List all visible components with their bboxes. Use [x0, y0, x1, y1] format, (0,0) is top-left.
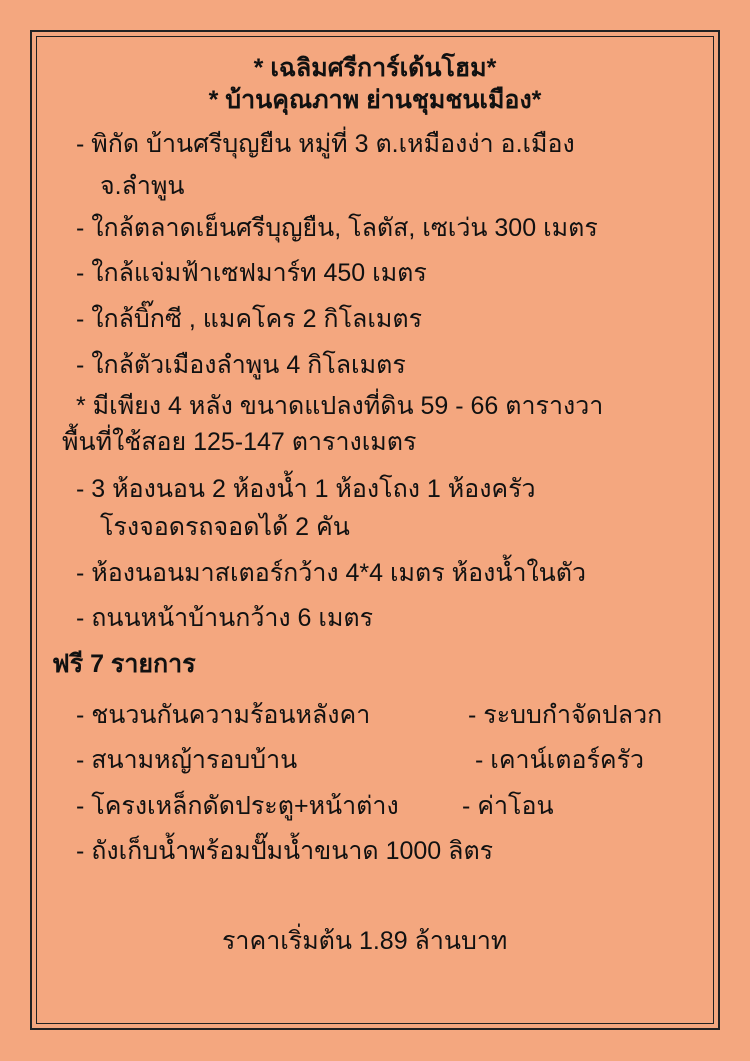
free-heading: ฟรี 7 รายการ — [52, 650, 196, 678]
free-item: - ค่าโอน — [462, 792, 554, 820]
free-item: - ชนวนกันความร้อนหลังคา — [76, 701, 371, 729]
near-bigc: - ใกล้บิ๊กซี , แมคโคร 2 กิโลเมตร — [76, 305, 423, 333]
free-item: - โครงเหล็กดัดประตู+หน้าต่าง — [76, 792, 399, 820]
price-text: ราคาเริ่มต้น 1.89 ล้านบาท — [222, 927, 508, 955]
free-item: - สนามหญ้ารอบบ้าน — [76, 746, 298, 774]
title-line-1: * เฉลิมศรีการ์เด้นโฮม* — [253, 54, 497, 82]
free-item: - ระบบกำจัดปลวก — [468, 701, 663, 729]
free-item: - เคาน์เตอร์ครัว — [475, 746, 645, 774]
road-width: - ถนนหน้าบ้านกว้าง 6 เมตร — [76, 604, 374, 632]
near-city: - ใกล้ตัวเมืองลำพูน 4 กิโลเมตร — [76, 351, 406, 379]
rooms-line-1: - 3 ห้องนอน 2 ห้องน้ำ 1 ห้องโถง 1 ห้องครัว — [76, 475, 536, 503]
location-line-1: - พิกัด บ้านศรีบุญยืน หมู่ที่ 3 ต.เหมืองง่า อ.เมือง — [76, 130, 575, 158]
free-item: - ถังเก็บน้ำพร้อมปั๊มน้ำขนาด 1000 ลิตร — [76, 837, 494, 865]
location-line-2: จ.ลำพูน — [100, 172, 185, 200]
rooms-line-2: โรงจอดรถจอดได้ 2 คัน — [100, 513, 350, 541]
master-bedroom: - ห้องนอนมาสเตอร์กว้าง 4*4 เมตร ห้องน้ำในตัว — [76, 559, 587, 587]
near-market: - ใกล้ตลาดเย็นศรีบุญยืน, โลตัส, เซเว่น 300 เมตร — [76, 214, 598, 242]
units-line-1: * มีเพียง 4 หลัง ขนาดแปลงที่ดิน 59 - 66 ตารางวา — [76, 392, 604, 420]
units-line-2: พื้นที่ใช้สอย 125-147 ตารางเมตร — [62, 428, 417, 456]
title-line-2: * บ้านคุณภาพ ย่านชุมชนเมือง* — [208, 86, 542, 114]
near-jaemfah: - ใกล้แจ่มฟ้าเซฟมาร์ท 450 เมตร — [76, 259, 427, 287]
